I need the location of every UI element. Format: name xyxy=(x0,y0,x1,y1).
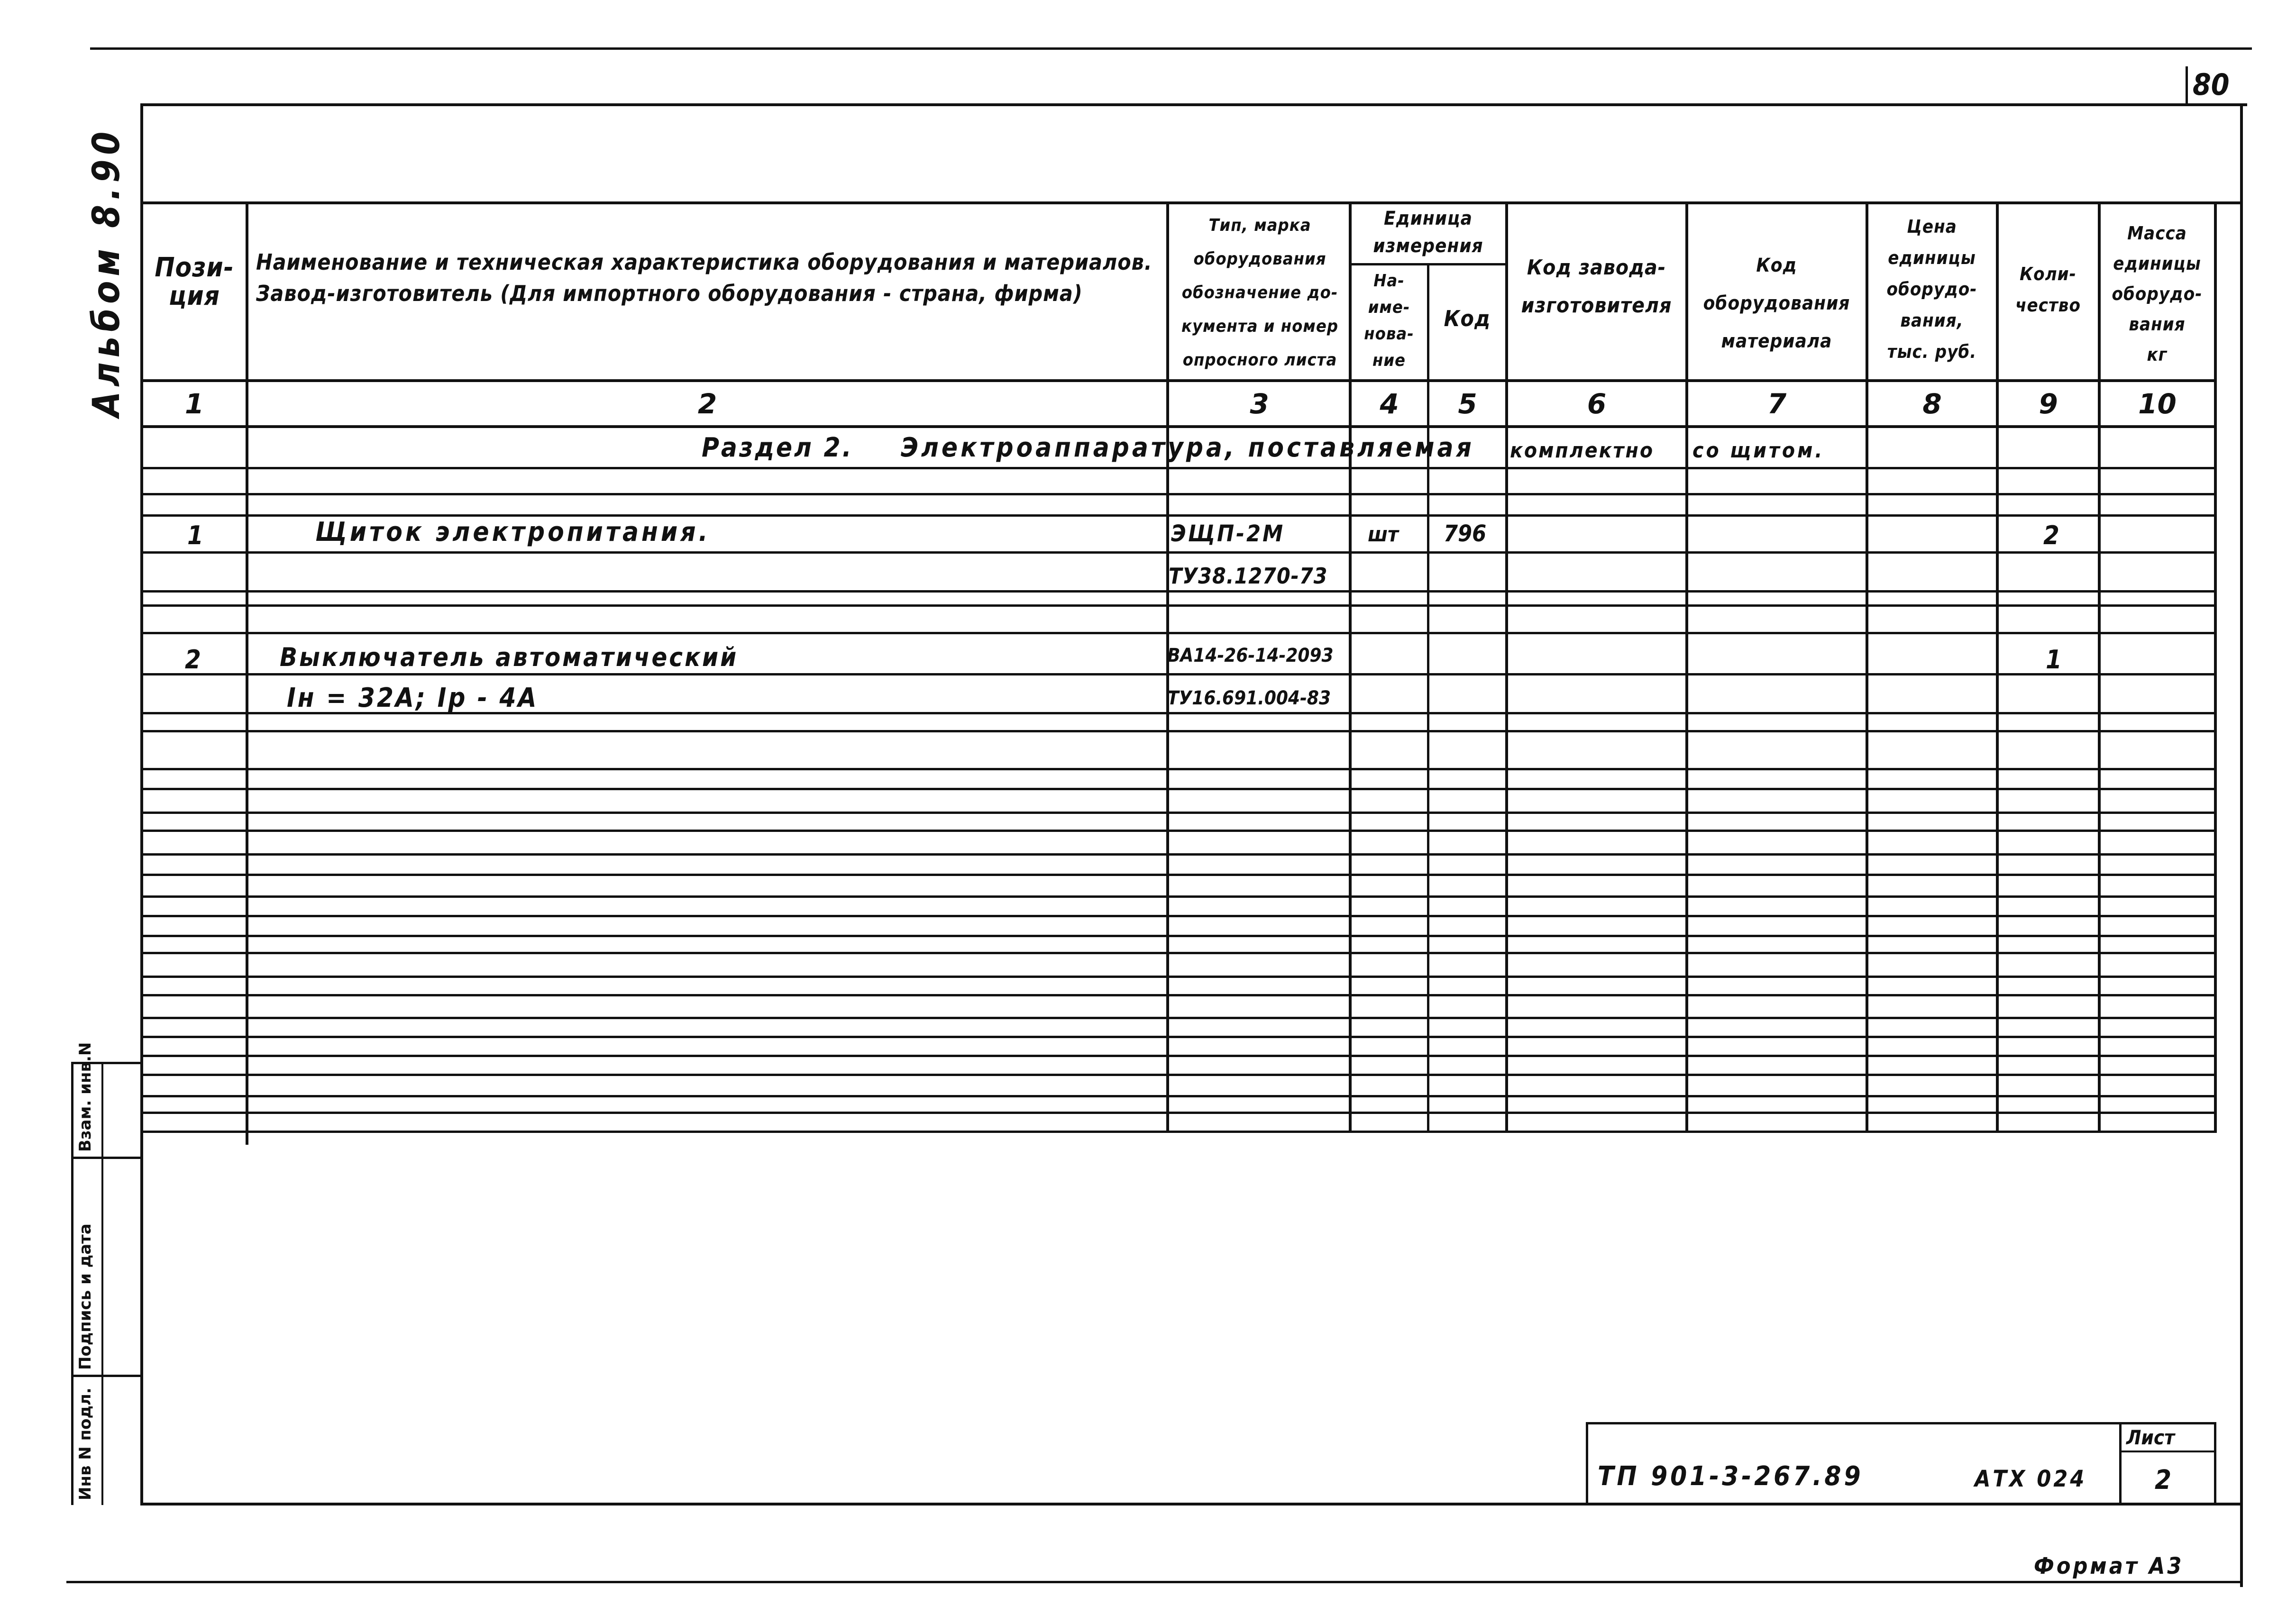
title-block-sheet-sep xyxy=(2119,1422,2122,1505)
table-row-line xyxy=(140,551,2217,554)
colnum-7: 7 xyxy=(1767,388,1787,420)
header-mass: Масса единицы оборудо- вания кг xyxy=(2112,223,2203,365)
section-text-c: со щитом. xyxy=(1692,438,1825,463)
frame-bottom-line xyxy=(140,1503,2243,1505)
title-sheet-label: Лист xyxy=(2126,1426,2175,1449)
title-block-sheet-split xyxy=(2119,1451,2216,1452)
row1-unit: шт xyxy=(1368,522,1399,547)
colnum-10: 10 xyxy=(2138,388,2177,420)
row4-name: Iн = 32А; Iр - 4А xyxy=(287,683,539,713)
table-row-line xyxy=(140,935,2217,937)
sheet-number-top: 80 xyxy=(2193,67,2230,102)
stamp-inv-podl: Инв N подл. xyxy=(76,1387,95,1500)
table-row-line xyxy=(140,673,2217,675)
col-line-1 xyxy=(246,201,248,1145)
colnum-6: 6 xyxy=(1587,388,1607,420)
stamp-box-sep2 xyxy=(71,1375,142,1377)
colnum-8: 8 xyxy=(1922,388,1942,420)
section-title: Раздел 2. xyxy=(702,432,853,463)
header-equip-code: Код оборудования материала xyxy=(1703,255,1850,352)
stamp-box-left xyxy=(71,1062,73,1505)
top-edge-line xyxy=(90,47,2252,50)
colnum-9: 9 xyxy=(2039,388,2058,420)
header-type: Тип, марка оборудования обозначение до- кумента и номер опросного листа xyxy=(1181,216,1339,370)
table-row-line xyxy=(140,768,2217,770)
col-line-10 xyxy=(2214,201,2217,1133)
table-row-line xyxy=(140,467,2217,469)
table-row-line xyxy=(140,788,2217,790)
header-bottom-line xyxy=(140,379,2217,382)
title-block-left xyxy=(1586,1422,1588,1505)
header-plant-code: Код завода- изготовителя xyxy=(1521,255,1672,318)
format-label: Формат А3 xyxy=(2034,1553,2184,1579)
row1-type: ЭЩП-2М xyxy=(1171,520,1285,547)
unit-group-split xyxy=(1349,263,1508,265)
row4-type: ТУ16.691.004-83 xyxy=(1167,687,1331,709)
table-row-line xyxy=(140,493,2217,495)
colnum-bottom-line xyxy=(140,425,2217,428)
col-line-5 xyxy=(1505,201,1508,1133)
colnum-2: 2 xyxy=(697,388,717,420)
header-pos: Пози- ция xyxy=(155,252,234,311)
table-row-line xyxy=(140,604,2217,607)
table-row-line xyxy=(140,853,2217,856)
sheet-number-box-left xyxy=(2186,66,2188,105)
colnum-5: 5 xyxy=(1458,388,1477,420)
row3-qty: 1 xyxy=(2046,645,2062,675)
table-row-line xyxy=(140,1131,2217,1133)
row3-pos: 2 xyxy=(185,645,201,675)
table-row-line xyxy=(140,976,2217,978)
title-sheet-value: 2 xyxy=(2155,1465,2172,1496)
title-doc-code: ТП 901-3-267.89 xyxy=(1598,1461,1864,1492)
section-text-a: Электроаппаратура, поставляемая xyxy=(901,432,1474,463)
colnum-4: 4 xyxy=(1380,388,1399,420)
header-unit-name: На- име- нова- ние xyxy=(1364,271,1414,370)
header-qty: Коли- чество xyxy=(2015,264,2081,316)
stamp-vzam-inv: Взам. инв.N xyxy=(76,1042,95,1152)
stamp-box-sep1 xyxy=(71,1157,142,1159)
table-row-line xyxy=(140,590,2217,593)
colnum-1: 1 xyxy=(184,388,204,420)
colnum-3: 3 xyxy=(1250,388,1269,420)
table-row-line xyxy=(140,812,2217,814)
frame-left-line xyxy=(140,103,143,1505)
header-price: Цена единицы оборудо- вания, тыс. руб. xyxy=(1886,216,1977,362)
table-row-line xyxy=(140,1095,2217,1097)
row3-type: ВА14-26-14-2093 xyxy=(1167,645,1334,666)
table-row-line xyxy=(140,830,2217,832)
row2-type: ТУ38.1270-73 xyxy=(1169,563,1328,589)
table-row-line xyxy=(140,952,2217,954)
table-top-line xyxy=(140,201,2243,204)
table-row-line xyxy=(140,915,2217,917)
table-row-line xyxy=(140,1112,2217,1114)
row1-pos: 1 xyxy=(187,520,203,550)
title-block-right xyxy=(2214,1422,2216,1505)
header-unit-group: Единица измерения xyxy=(1373,208,1483,257)
section-text-b: комплектно xyxy=(1510,438,1655,463)
title-block-top xyxy=(1586,1422,2216,1424)
bottom-edge-line xyxy=(66,1581,2242,1583)
table-row-line xyxy=(140,1055,2217,1057)
table-row-line xyxy=(140,1017,2217,1019)
stamp-box-mid xyxy=(101,1062,103,1505)
frame-top-line xyxy=(142,103,2247,106)
table-row-line xyxy=(140,1074,2217,1076)
frame-right-line xyxy=(2240,103,2243,1587)
row1-unit-code: 796 xyxy=(1444,520,1487,547)
table-row-line xyxy=(140,730,2217,732)
title-mark: АТХ 024 xyxy=(1975,1466,2087,1492)
header-name: Наименование и техническая характеристика оборудования и материалов. Завод-изготовитель (Для импортного оборудования - страна, фирма) xyxy=(256,249,1153,306)
row3-name: Выключатель автоматический xyxy=(280,642,739,672)
row1-name: Щиток электропитания. xyxy=(315,517,711,547)
table-row-line xyxy=(140,1036,2217,1038)
album-label: Альбом 8.90 xyxy=(85,127,128,417)
table-row-line xyxy=(140,632,2217,634)
table-row-line xyxy=(140,874,2217,876)
table-row-line xyxy=(140,994,2217,996)
col-line-8 xyxy=(1996,201,1999,1133)
table-row-line xyxy=(140,895,2217,898)
header-unit-code: Код xyxy=(1444,306,1491,331)
row1-qty: 2 xyxy=(2043,520,2059,550)
stamp-podpis-data: Подпись и дата xyxy=(76,1223,95,1370)
